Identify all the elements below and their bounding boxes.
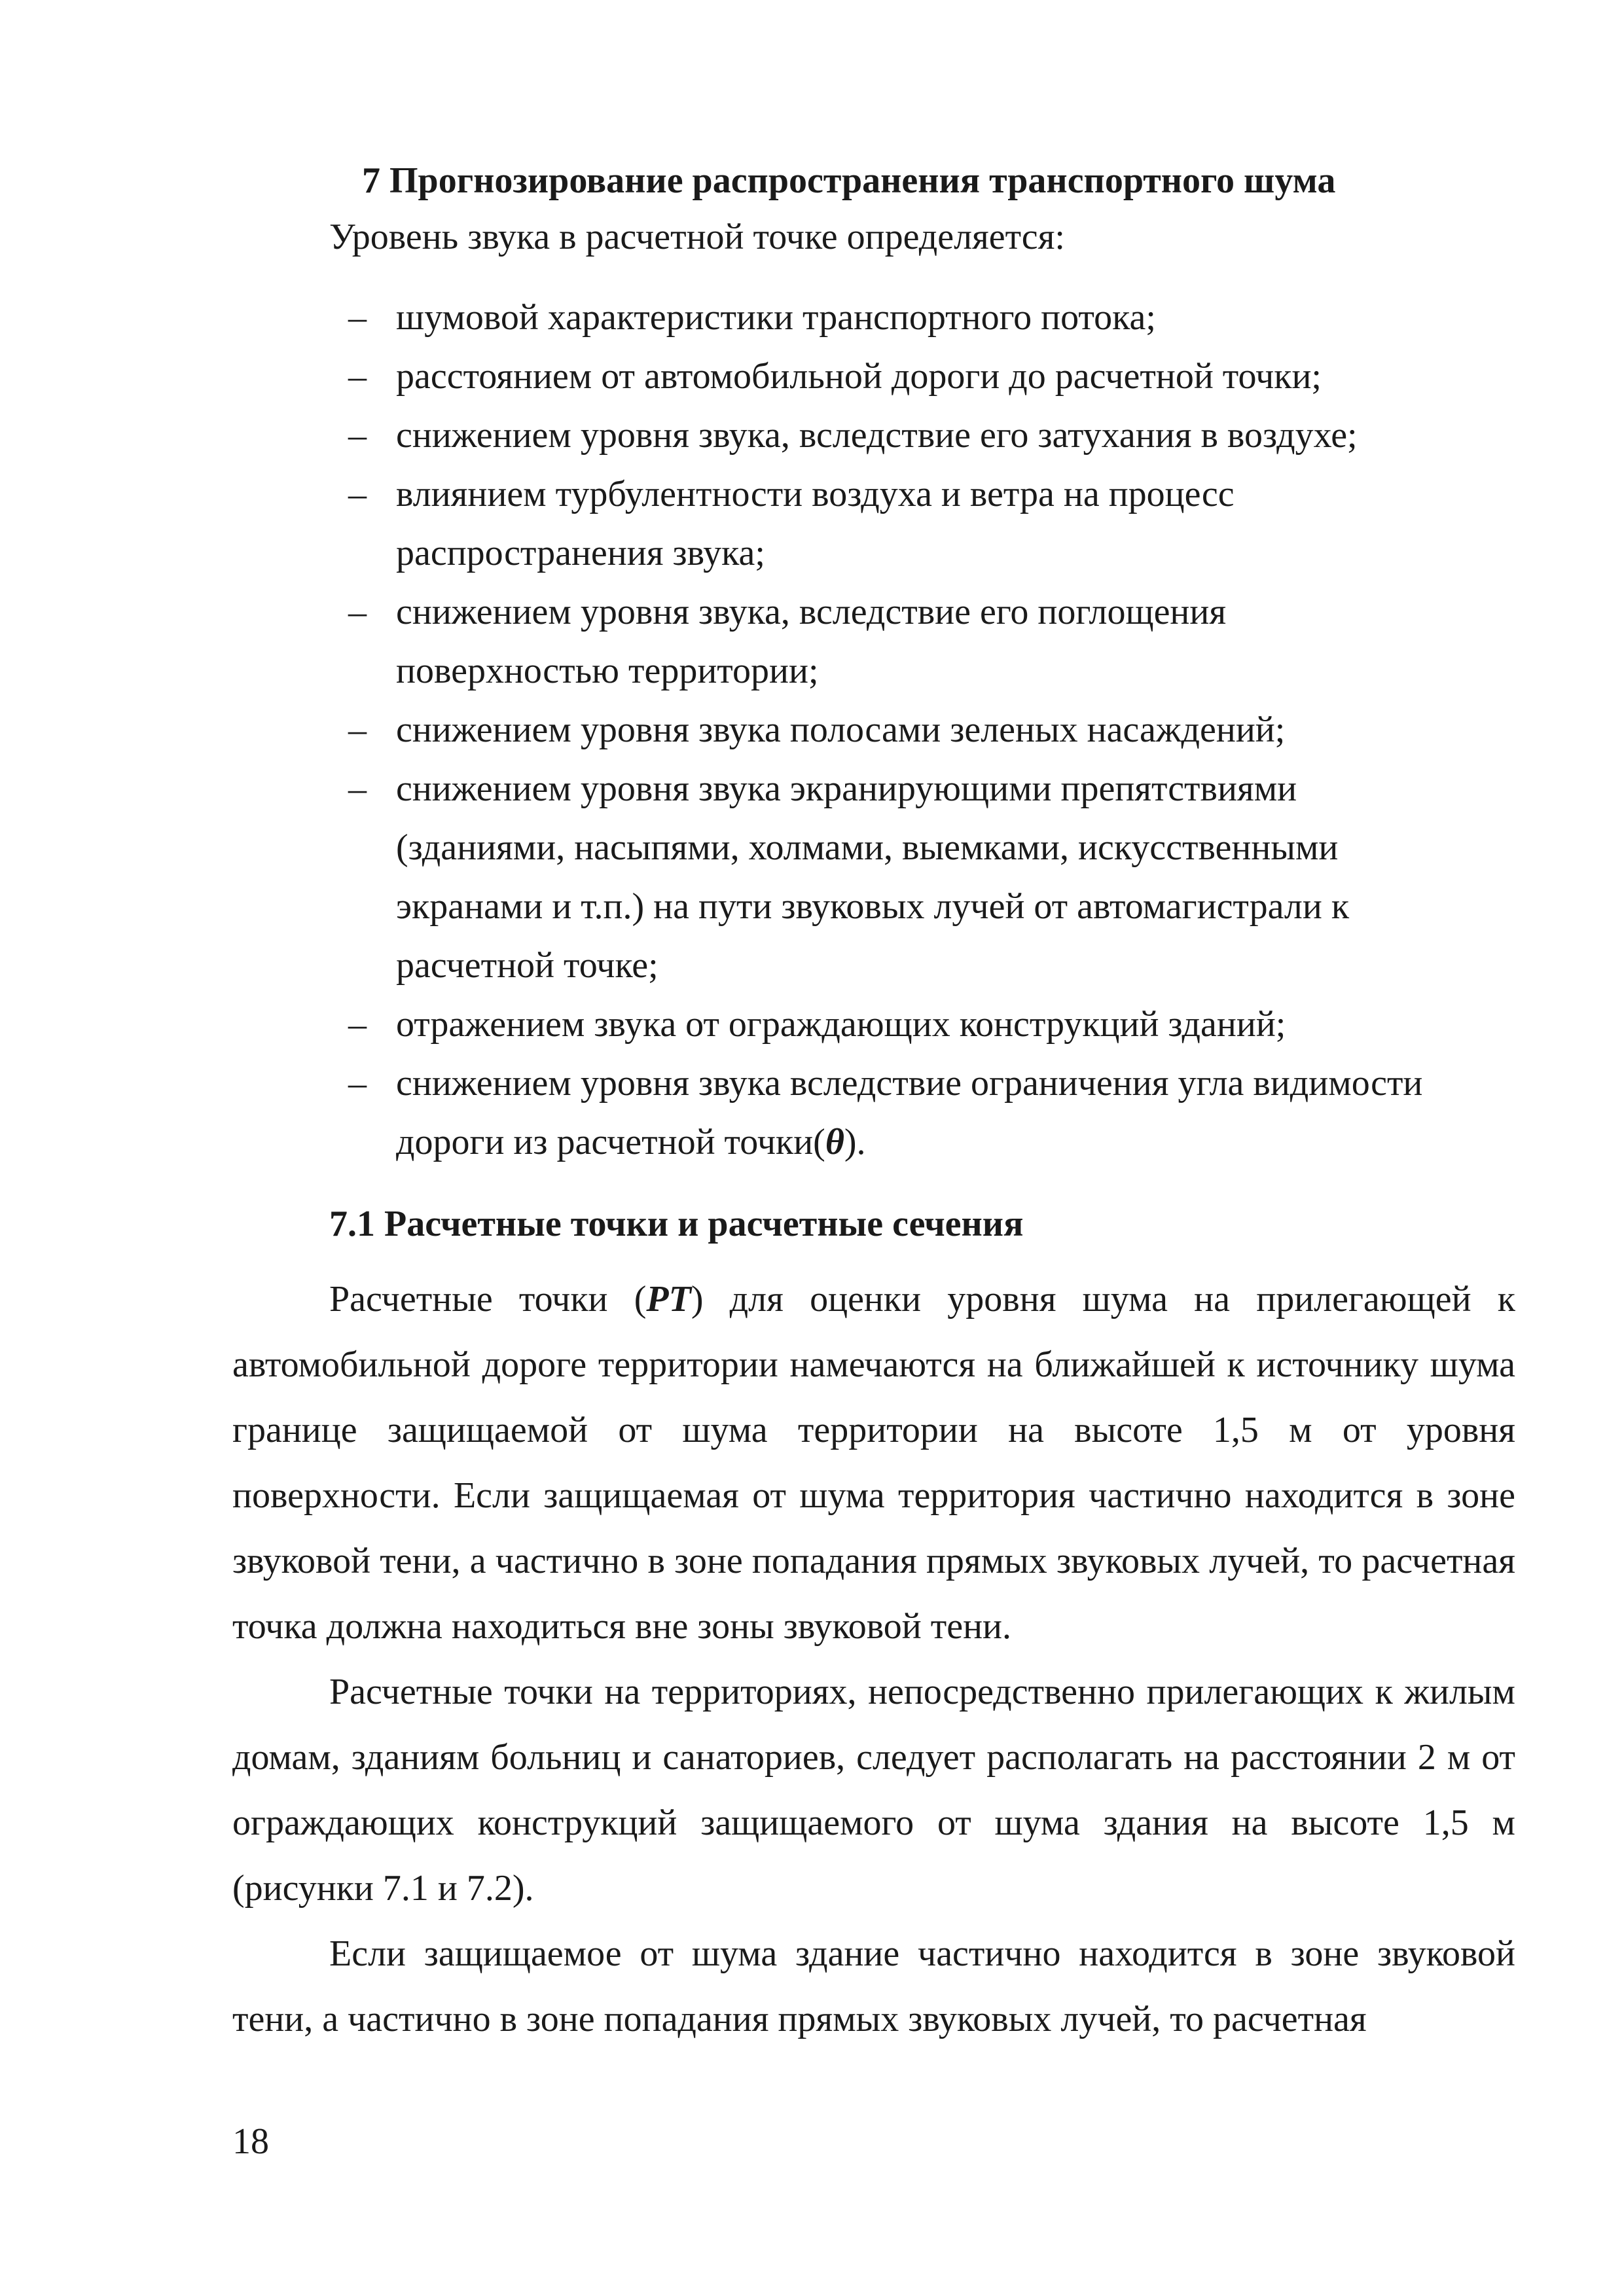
list-item-text-main: снижением уровня звука вследствие ограничения угла видимости дороги из расчетной точки( <box>396 1063 1423 1162</box>
list-item-text: снижением уровня звука, вследствие его затухания в воздухе; <box>396 415 1358 456</box>
list-dash: – <box>348 709 367 750</box>
list-item-text: снижением уровня звука экранирующими препятствиями (зданиями, насыпями, холмами, выемками, искусственными экранами и т.п.) на пути звуковых лучей от автомагистрали к расчетной точке; <box>396 768 1350 986</box>
paragraph-text: Расчетные точки ( <box>329 1279 647 1319</box>
intro-text: Уровень звука в расчетной точке определяется: <box>329 217 1065 257</box>
paragraph: Расчетные точки на территориях, непосредственно прилегающих к жилым домам, зданиям больниц и санаториев, следует располагать на расстоянии 2 м от ограждающих конструкций защищаемого от шума здания на высоте 1,5 м (рисунки 7.1 и 7.2). <box>232 1672 1515 1909</box>
list-dash: – <box>348 356 367 397</box>
page-number: 18 <box>232 2121 269 2162</box>
list-item-text-tail: ). <box>844 1122 866 1162</box>
section-heading: 7 Прогнозирование распространения транспортного шума <box>362 160 1336 201</box>
paragraph <box>232 1266 1515 1659</box>
theta-symbol: θ <box>825 1122 844 1162</box>
list-dash: – <box>348 768 367 809</box>
list-item-text <box>396 1054 1496 1172</box>
list-dash: – <box>348 592 367 632</box>
list-dash: – <box>348 297 367 338</box>
list-item-text: влиянием турбулентности воздуха и ветра на процесс распространения звука; <box>396 474 1235 573</box>
subsection-heading: 7.1 Расчетные точки и расчетные сечения <box>329 1204 1024 1244</box>
list-dash: – <box>348 1063 367 1103</box>
list-dash: – <box>348 415 367 456</box>
list-item-text: снижением уровня звука полосами зеленых насаждений; <box>396 709 1286 750</box>
list-item-text: снижением уровня звука, вследствие его поглощения поверхностью территории; <box>396 592 1227 691</box>
paragraph-text: ) для оценки уровня шума на прилегающей к автомобильной дороге территории намечаются на ближайшей к источнику шума границе защищаемой от шума территории на высоте 1,5 м от уровня поверхности. Если защищаемая от шума территория частично находится в зоне звуковой тени, а частично в зоне попадания прямых звуковых лучей, то расчетная точка должна находиться вне зоны звуковой тени. <box>232 1279 1515 1647</box>
list-dash: – <box>348 474 367 514</box>
list-dash: – <box>348 1004 367 1045</box>
list-item-text: шумовой характеристики транспортного потока; <box>396 297 1156 338</box>
paragraph: Если защищаемое от шума здание частично находится в зоне звуковой тени, а частично в зоне попадания прямых звуковых лучей, то расчетная <box>232 1933 1515 2039</box>
pt-symbol: РТ <box>646 1279 691 1319</box>
list-item-text: расстоянием от автомобильной дороги до расчетной точки; <box>396 356 1322 397</box>
list-item-text: отражением звука от ограждающих конструкций зданий; <box>396 1004 1286 1045</box>
